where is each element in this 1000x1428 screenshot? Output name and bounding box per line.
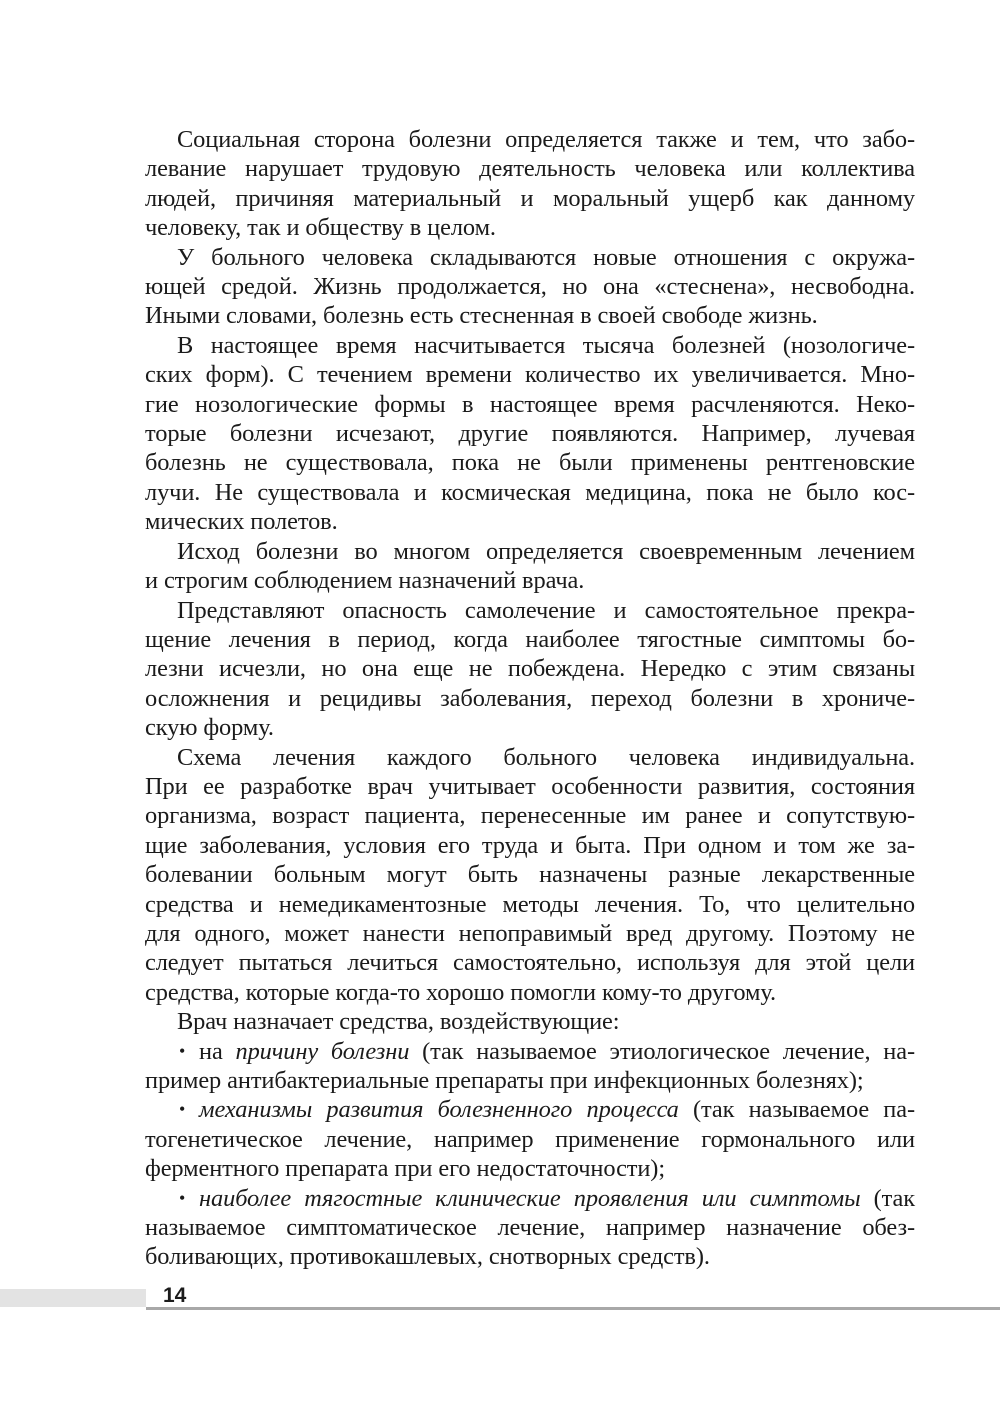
text-line: щение лечения в период, когда наиболее тягостные симптомы бо-: [145, 625, 915, 653]
bullet-text: (так называемое па-: [678, 1096, 915, 1124]
paragraph: [145, 331, 915, 537]
text-line: средства и немедикаментозные методы лечения. То, что целительно: [145, 890, 915, 918]
text-line: Представляют опасность самолечение и самостоятельное прекра-: [177, 596, 915, 624]
footer-rule: [146, 1307, 1000, 1310]
bullet-text: (так называемое этиологическое лечение, на-: [409, 1037, 916, 1065]
footer-bar: [0, 1289, 146, 1307]
text-line: боливающих, противокашлевых, снотворных средств).: [145, 1243, 710, 1271]
text-line: левание нарушает трудовую деятельность человека или коллектива: [145, 155, 915, 183]
bullet-prefix: на: [199, 1037, 236, 1065]
text-line: пример антибактериальные препараты при инфекционных болезнях);: [145, 1067, 864, 1094]
text-line: ферментного препарата при его недостаточности);: [145, 1155, 666, 1183]
text-line: называемое симптоматическое лечение, например назначение обез-: [145, 1214, 915, 1242]
text-line: организма, возраст пациента, перенесенные им ранее и сопутствую-: [145, 802, 915, 830]
body-text: [145, 125, 915, 1272]
page-number: 14: [163, 1284, 187, 1307]
text-line: тогенетическое лечение, например применение гормонального или: [145, 1125, 915, 1153]
text-line: торые болезни исчезают, другие появляются. Например, лучевая: [145, 420, 915, 448]
bullet-item: [145, 1095, 915, 1183]
text-line: ющей средой. Жизнь продолжается, но она «стеснена», несвободна.: [145, 273, 915, 301]
text-line: Схема лечения каждого больного человека индивидуальна.: [177, 743, 915, 771]
paragraph: [145, 1007, 915, 1036]
paragraph: [145, 743, 915, 1008]
text-line: скую форму.: [145, 714, 274, 742]
text-line: При ее разработке врач учитывает особенности развития, состояния: [145, 772, 915, 800]
bullet-text: (так: [860, 1184, 916, 1212]
text-line: мических полетов.: [145, 508, 338, 536]
text-line: В настоящее время насчитывается тысяча болезней (нозологиче-: [177, 331, 915, 359]
text-line: Иными словами, болезнь есть стесненная в своей свободе жизнь.: [145, 302, 818, 330]
bullet-icon: •: [179, 1040, 186, 1061]
bullet-item: [145, 1037, 915, 1096]
bullet-italic-term: наиболее тягостные клинические проявления или симптомы: [199, 1184, 861, 1212]
text-line: следует пытаться лечиться самостоятельно, используя для этой цели: [145, 949, 915, 977]
text-line: Социальная сторона болезни определяется также и тем, что забо-: [177, 126, 915, 153]
text-line: лучи. Не существовала и космическая медицина, пока не было кос-: [145, 478, 915, 506]
bullet-italic-term: механизмы развития болезненного процесса: [199, 1096, 679, 1124]
text-line: Врач назначает средства, воздействующие:: [177, 1008, 620, 1036]
text-line: болезнь не существовала, пока не были применены рентгеновские: [145, 449, 915, 477]
text-line: [145, 1095, 915, 1124]
paragraph: [145, 537, 915, 596]
text-line: гие нозологические формы в настоящее время расчленяются. Неко-: [145, 390, 915, 418]
text-line: лезни исчезли, но она еще не побеждена. Нередко с этим связаны: [145, 655, 915, 683]
text-line: и строгим соблюдением назначений врача.: [145, 567, 585, 595]
bullet-italic-term: причину болезни: [235, 1037, 410, 1065]
text-line: осложнения и рецидивы заболевания, переход болезни в хрониче-: [145, 684, 915, 712]
text-line: для одного, может нанести непоправимый вред другому. Поэтому не: [145, 919, 915, 947]
text-line: щие заболевания, условия его труда и быта. При одном и том же за-: [145, 831, 915, 859]
text-line: людей, причиняя материальный и моральный ущерб как данному: [145, 184, 915, 212]
text-line: [145, 1037, 915, 1066]
text-line: средства, которые когда-то хорошо помогли кому-то другому.: [145, 978, 776, 1006]
text-line: болевании больным могут быть назначены разные лекарственные: [145, 861, 915, 889]
paragraph: [145, 596, 915, 743]
text-line: Исход болезни во многом определяется своевременным лечением: [177, 537, 915, 565]
bullet-icon: •: [179, 1187, 186, 1208]
paragraph: [145, 243, 915, 331]
text-line: У больного человека складываются новые отношения с окружа-: [177, 243, 915, 271]
text-line: [145, 1184, 915, 1213]
paragraph: [145, 125, 915, 243]
bullet-item: [145, 1184, 915, 1272]
bullet-icon: •: [179, 1099, 186, 1120]
text-line: человеку, так и обществу в целом.: [145, 214, 496, 242]
text-line: ских форм). С течением времени количество их увеличивается. Мно-: [145, 361, 915, 389]
